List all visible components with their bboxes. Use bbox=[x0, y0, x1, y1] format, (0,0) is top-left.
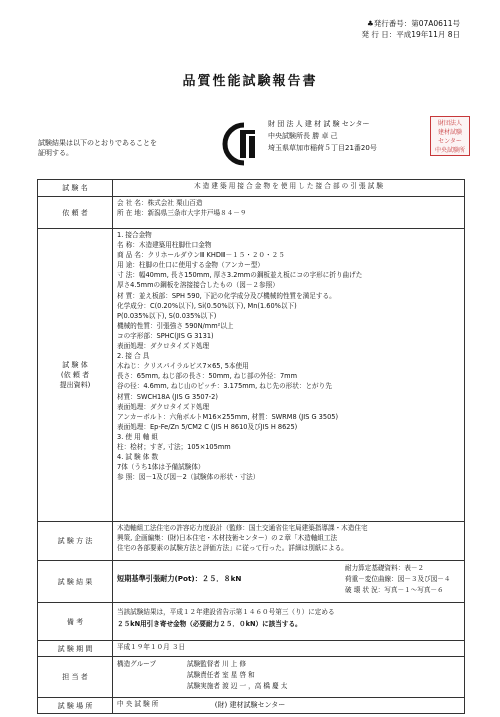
organization-info bbox=[268, 118, 377, 154]
body-line: 機械的性質：引張強さ 590N/mm²以上 bbox=[117, 321, 234, 330]
body-line: コの字形部：SPHC(JIS G 3131) bbox=[117, 331, 214, 340]
body-line: 寸 法：幅40mm, 長さ150mm, 厚さ3.2mmの鋼板並え板にコの字形に折り曲げた bbox=[117, 271, 363, 280]
body-line: 用 途：柱脚の仕口に使用する金物（アンカー型） bbox=[117, 261, 264, 270]
label-note: 備 考 bbox=[38, 603, 113, 641]
result-ref3: 破 壊 状 況：写真－１～写真－６ bbox=[345, 586, 444, 594]
body-line: 谷の径：4.6mm, ねじ山のピッチ：3.175mm, ねじ先の形状：とがり先 bbox=[117, 382, 332, 391]
requester-company: 会 社 名：株式会社 栗山百造 bbox=[117, 199, 203, 207]
body-line: 長さ：65mm, ねじ部の長さ：50mm, ねじ部の外径：7mm bbox=[117, 372, 297, 381]
method-line: 興策, 企画編集：(財)日本住宅・木材技術センター）の２章「木造軸組工法 bbox=[117, 534, 338, 543]
body-line: 厚さ4.5mmの鋼板を溶接接合したもの（図－２参照） bbox=[117, 281, 279, 290]
org-director: 中央試験所長 勝 卓 己 bbox=[268, 132, 338, 140]
label-result: 試 験 結 果 bbox=[38, 561, 113, 603]
body-line: 木ねじ：クリスパイラルビス7×65, 5本使用 bbox=[117, 362, 249, 371]
issue-date: 発 行 日：平成19年11月 8日 bbox=[361, 30, 460, 39]
test-period: 平成１９年１０月 ３日 bbox=[117, 643, 186, 651]
body-line: 柱：桧材；すぎ, 寸法；105×105mm bbox=[117, 442, 231, 451]
organization-logo bbox=[222, 122, 266, 166]
report-table bbox=[37, 179, 465, 714]
label-specimen: 試 験 体 (依 頼 者 提出資料) bbox=[38, 229, 113, 522]
official-seal bbox=[430, 116, 470, 156]
body-line: 1. 接合金物 bbox=[117, 231, 152, 239]
specimen-details bbox=[117, 230, 460, 482]
body-line: 化学成分：C(0.20%以下), Si(0.50%以下), Mn(1.60%以下) bbox=[117, 301, 297, 310]
body-line: P(0.035%以下), S(0.035%以下) bbox=[117, 311, 217, 320]
issue-info bbox=[361, 18, 460, 40]
result-ref2: 荷重－変位曲線：図－３及び図－４ bbox=[345, 575, 451, 583]
intro-line: 証明する。 bbox=[38, 149, 73, 157]
intro-line: 試験結果は以下のとおりであることを bbox=[38, 139, 157, 147]
staff-supervisor: 試験監督者 川 上 修 bbox=[187, 660, 247, 668]
label-place: 試 験 場 所 bbox=[38, 698, 113, 714]
body-line: 表面処理：ダクロタイズド処理 bbox=[117, 402, 210, 411]
label-test-name: 試 験 名 bbox=[38, 180, 113, 197]
body-line: 3. 使 用 軸 組 bbox=[117, 432, 159, 441]
test-name: 木 造 建 築 用 接 合 金 物 を 使 用 し た 接 合 部 の 引 張 試 験 bbox=[193, 182, 384, 190]
method-line: 木造軸組工法住宅の許容応力度設計（監修：国土交通省住宅局建築指導課・木造住宅 bbox=[117, 524, 368, 532]
method-line: 住宅の各部要素の試験方法と評価方法」に従って行った。詳細は別紙による。 bbox=[117, 544, 348, 553]
body-line: 表面処理：Ep-Fe/Zn 5/CM2 C (JIS H 8610及びJIS H 8625) bbox=[117, 422, 298, 431]
body-line: 4. 試 験 体 数 bbox=[117, 453, 159, 462]
note-line: 当該試験結果は，平成１２年建設省告示第１４６０号第三（り）に定める bbox=[117, 608, 335, 616]
staff-responsible: 試験責任者 室 星 啓 和 bbox=[187, 671, 255, 679]
note-line: ２５kN用引き寄せ金物（必要耐力２５．０kN）に該当する。 bbox=[117, 620, 302, 629]
body-line: 名 称：木造建築用柱脚仕口金物 bbox=[117, 241, 212, 250]
label-requester: 依 頼 者 bbox=[38, 197, 113, 229]
label-method: 試 験 方 法 bbox=[38, 522, 113, 561]
test-place: 中 央 試 験 所 bbox=[117, 700, 159, 708]
staff-group: 構造グループ bbox=[117, 660, 157, 668]
intro-text bbox=[38, 138, 157, 158]
body-line: 表面処理：ダクロタイズド処理 bbox=[117, 342, 210, 351]
label-staff: 担 当 者 bbox=[38, 657, 113, 698]
seal-text: センター bbox=[438, 138, 462, 145]
staff-operator: 試験実施者 渡 辺 一 ，高 橋 慶 太 bbox=[187, 682, 288, 690]
issue-number: ♣発行番号：第07A0611号 bbox=[367, 19, 460, 28]
body-line: 参 照：図－1及び図－2（試験体の形状・寸法） bbox=[117, 473, 260, 482]
body-line: 商 品 名：クリホールダウンⅢ KHDⅢ－１５・２０・２５ bbox=[117, 251, 285, 260]
method-details bbox=[117, 523, 460, 553]
body-line: 材質：SWCH18A (JIS G 3507-2) bbox=[117, 392, 218, 401]
label-period: 試 験 期 間 bbox=[38, 641, 113, 657]
result-main: 短期基準引張耐力(Pot)：２５．８kN bbox=[117, 574, 242, 583]
seal-text: 中央試験所 bbox=[434, 147, 465, 154]
page-title: 品質性能試験報告書 bbox=[182, 74, 318, 89]
org-address: 埼玉県草加市稲荷５丁目21番20号 bbox=[268, 144, 377, 152]
body-line: アンカーボルト：六角ボルトM16×255mm, 材質：SWRM8 (JIS G 3505) bbox=[117, 412, 339, 421]
body-line: 2. 接 合 具 bbox=[117, 352, 150, 361]
body-line: 材 質：並え板部：SPH 590, 下記の化学成分及び機械的性質を満足する。 bbox=[117, 291, 336, 300]
seal-text: 財団法人 bbox=[437, 120, 462, 127]
requester-address: 所 在 地：新潟県三条市大字井戸場８４－９ bbox=[117, 209, 247, 218]
result-ref1: 耐力算定基礎資料：表－２ bbox=[345, 564, 425, 572]
org-name: 財 団 法 人 建 材 試 験 センター bbox=[268, 120, 370, 128]
seal-text: 建材試験 bbox=[437, 129, 462, 136]
footer-org: (財) 建材試験センター bbox=[214, 701, 286, 709]
body-line: 7体（うち1体は予備試験体） bbox=[117, 463, 205, 472]
